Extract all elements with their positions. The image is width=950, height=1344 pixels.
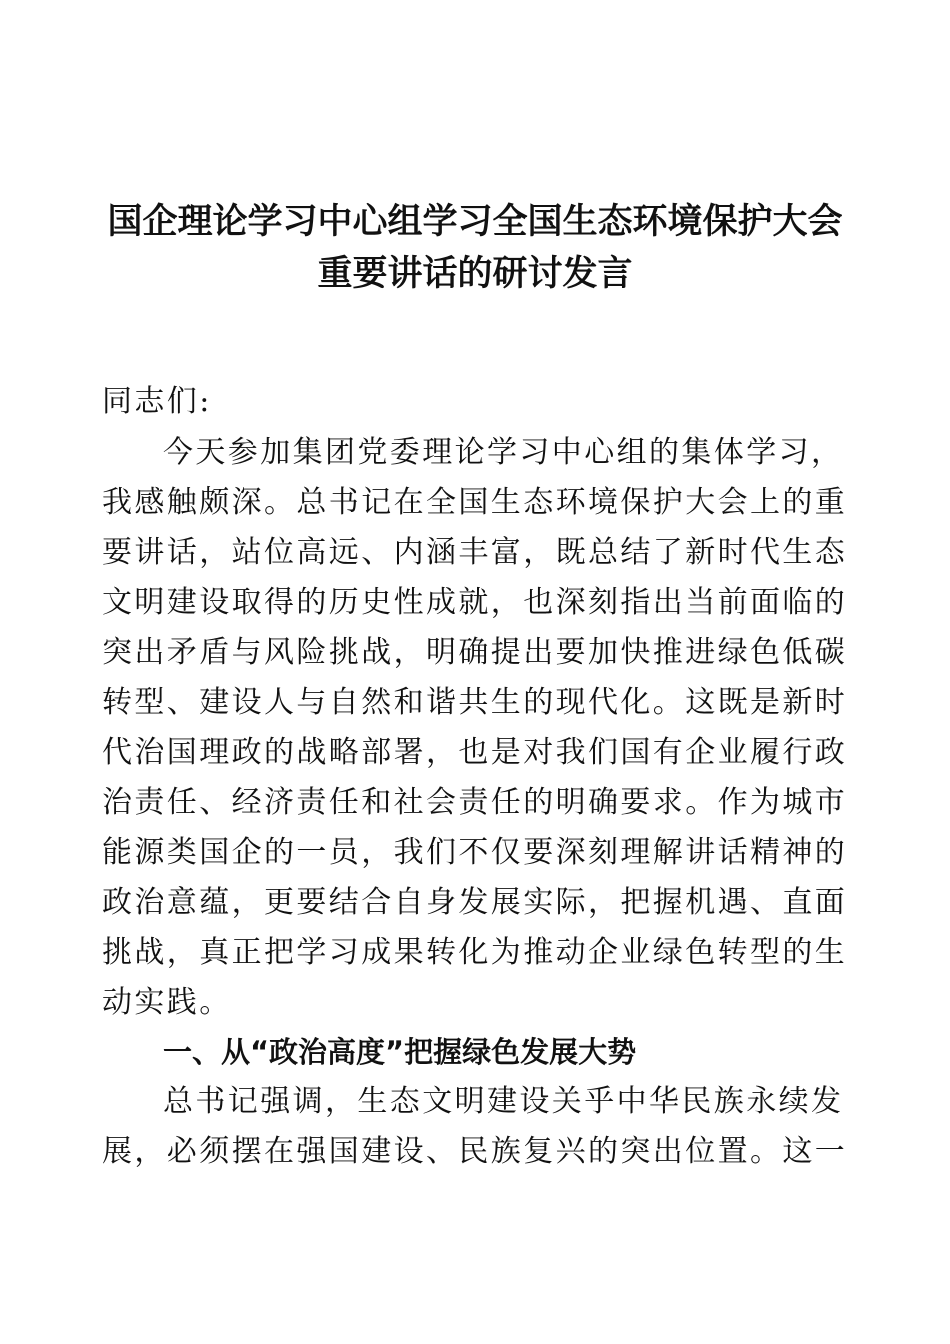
paragraph-line: 总书记强调，生态文明建设关乎中华民族永续发 xyxy=(163,1084,844,1119)
paragraph-line: 治责任、经济责任和社会责任的明确要求。作为城市 xyxy=(102,785,848,820)
paragraph-line: 文明建设取得的历史性成就，也深刻指出当前面临的 xyxy=(102,585,848,620)
paragraph-line: 代治国理政的战略部署，也是对我们国有企业履行政 xyxy=(102,735,848,770)
paragraph-line: 我感触颇深。总书记在全国生态环境保护大会上的重 xyxy=(102,485,848,520)
paragraph-line: 展，必须摆在强国建设、民族复兴的突出位置。这一 xyxy=(102,1134,848,1169)
paragraph-line: 动实践。 xyxy=(102,985,232,1020)
paragraph-line: 政治意蕴，更要结合自身发展实际，把握机遇、直面 xyxy=(102,885,848,920)
paragraph-line: 要讲话，站位高远、内涵丰富，既总结了新时代生态 xyxy=(102,535,848,570)
paragraph-line: 转型、建设人与自然和谐共生的现代化。这既是新时 xyxy=(102,685,848,720)
paragraph-line: 突出矛盾与风险挑战，明确提出要加快推进绿色低碳 xyxy=(102,635,848,670)
paragraph-line: 今天参加集团党委理论学习中心组的集体学习， xyxy=(163,435,844,470)
salutation: 同志们: xyxy=(102,384,212,419)
section-heading: 一、从“政治高度”把握绿色发展大势 xyxy=(163,1035,637,1069)
document-title-line-2: 重要讲话的研讨发言 xyxy=(317,253,633,294)
paragraph-line: 挑战，真正把学习成果转化为推动企业绿色转型的生 xyxy=(102,935,848,970)
document-title-line-1: 国企理论学习中心组学习全国生态环境保护大会 xyxy=(107,201,843,242)
paragraph-line: 能源类国企的一员，我们不仅要深刻理解讲话精神的 xyxy=(102,835,848,870)
